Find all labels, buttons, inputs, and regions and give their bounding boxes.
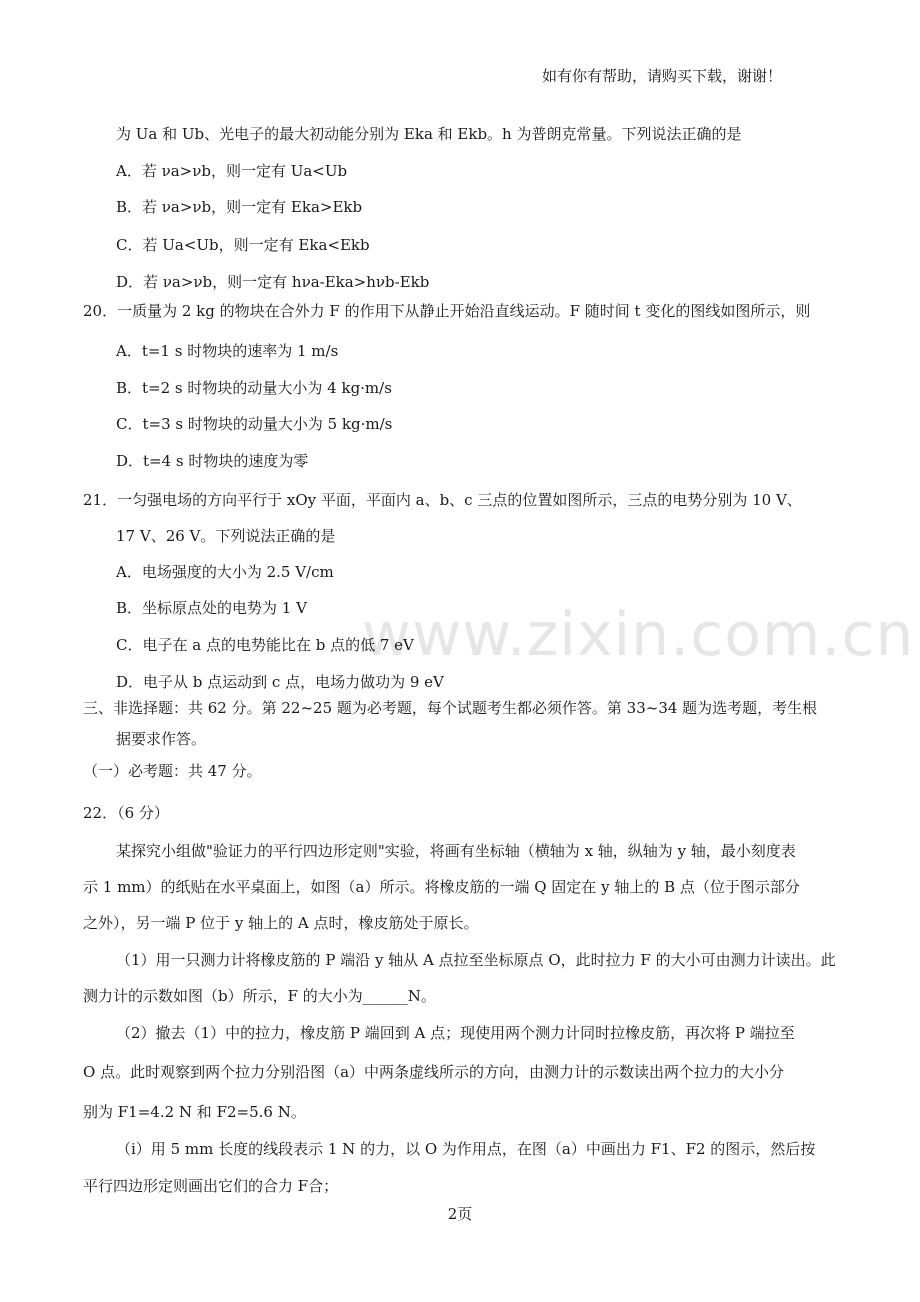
text-line: D．若 νa>νb，则一定有 hνa-Eka>hνb-Ekb xyxy=(116,273,430,291)
text-line: 17 V、26 V。下列说法正确的是 xyxy=(116,527,336,545)
text-line: （一）必考题：共 47 分。 xyxy=(83,762,262,780)
text-line: A．电场强度的大小为 2.5 V/cm xyxy=(116,563,334,581)
text-line: 别为 F1=4.2 N 和 F2=5.6 N。 xyxy=(83,1103,306,1121)
text-line: 据要求作答。 xyxy=(116,730,207,748)
text-line: C．t=3 s 时物块的动量大小为 5 kg·m/s xyxy=(116,415,393,433)
text-line: （i）用 5 mm 长度的线段表示 1 N 的力，以 O 为作用点，在图（a）中画出力 F1、F2 的图示，然后按 xyxy=(116,1140,816,1158)
text-line: C．电子在 a 点的电势能比在 b 点的低 7 eV xyxy=(116,636,414,654)
text-line: 为 Ua 和 Ub、光电子的最大初动能分别为 Eka 和 Ekb。h 为普朗克常量。下列说法正确的是 xyxy=(116,125,742,143)
text-line: 平行四边形定则画出它们的合力 F合； xyxy=(83,1177,339,1195)
text-line: A．t=1 s 时物块的速率为 1 m/s xyxy=(116,342,339,360)
text-line: B．坐标原点处的电势为 1 V xyxy=(116,599,307,617)
text-line: C．若 Ua<Ub，则一定有 Eka<Ekb xyxy=(116,236,370,254)
text-line: 示 1 mm）的纸贴在水平桌面上，如图（a）所示。将橡皮筋的一端 Q 固定在 y 轴上的 B 点（位于图示部分 xyxy=(83,878,800,896)
text-line: 某探究小组做"验证力的平行四边形定则"实验，将画有坐标轴（横轴为 x 轴，纵轴为 y 轴，最小刻度表 xyxy=(116,842,796,860)
text-line: D．t=4 s 时物块的速度为零 xyxy=(116,452,309,470)
text-line: 22．（6 分） xyxy=(83,804,169,822)
text-line: （1）用一只测力计将橡皮筋的 P 端沿 y 轴从 A 点拉至坐标原点 O，此时拉力 F 的大小可由测力计读出。此 xyxy=(116,951,836,969)
text-line: D．电子从 b 点运动到 c 点，电场力做功为 9 eV xyxy=(116,673,444,691)
text-line: B．若 νa>νb，则一定有 Eka>Ekb xyxy=(116,198,363,216)
watermark: www.zixin.com.cn xyxy=(362,600,915,670)
page-number: 2页 xyxy=(447,1205,473,1223)
header-note: 如有你有帮助，请购买下载，谢谢！ xyxy=(541,67,782,85)
text-line: A．若 νa>νb，则一定有 Ua<Ub xyxy=(116,162,348,180)
text-line: O 点。此时观察到两个拉力分别沿图（a）中两条虚线所示的方向，由测力计的示数读出两个拉力的大小分 xyxy=(83,1063,785,1081)
text-line: （2）撤去（1）中的拉力，橡皮筋 P 端回到 A 点；现使用两个测力计同时拉橡皮筋，再次将 P 端拉至 xyxy=(116,1024,795,1042)
text-line: B．t=2 s 时物块的动量大小为 4 kg·m/s xyxy=(116,379,392,397)
text-line: 三、非选择题：共 62 分。第 22~25 题为必考题，每个试题考生都必须作答。第 33~34 题为选考题，考生根 xyxy=(83,699,818,717)
text-line: 之外），另一端 P 位于 y 轴上的 A 点时，橡皮筋处于原长。 xyxy=(83,914,479,932)
text-line: 20．一质量为 2 kg 的物块在合外力 F 的作用下从静止开始沿直线运动。F 随时间 t 变化的图线如图所示，则 xyxy=(83,302,811,320)
text-line: 测力计的示数如图（b）所示，F 的大小为______N。 xyxy=(83,987,436,1005)
text-line: 21．一匀强电场的方向平行于 xOy 平面，平面内 a、b、c 三点的位置如图所示，三点的电势分别为 10 V、 xyxy=(83,491,802,509)
